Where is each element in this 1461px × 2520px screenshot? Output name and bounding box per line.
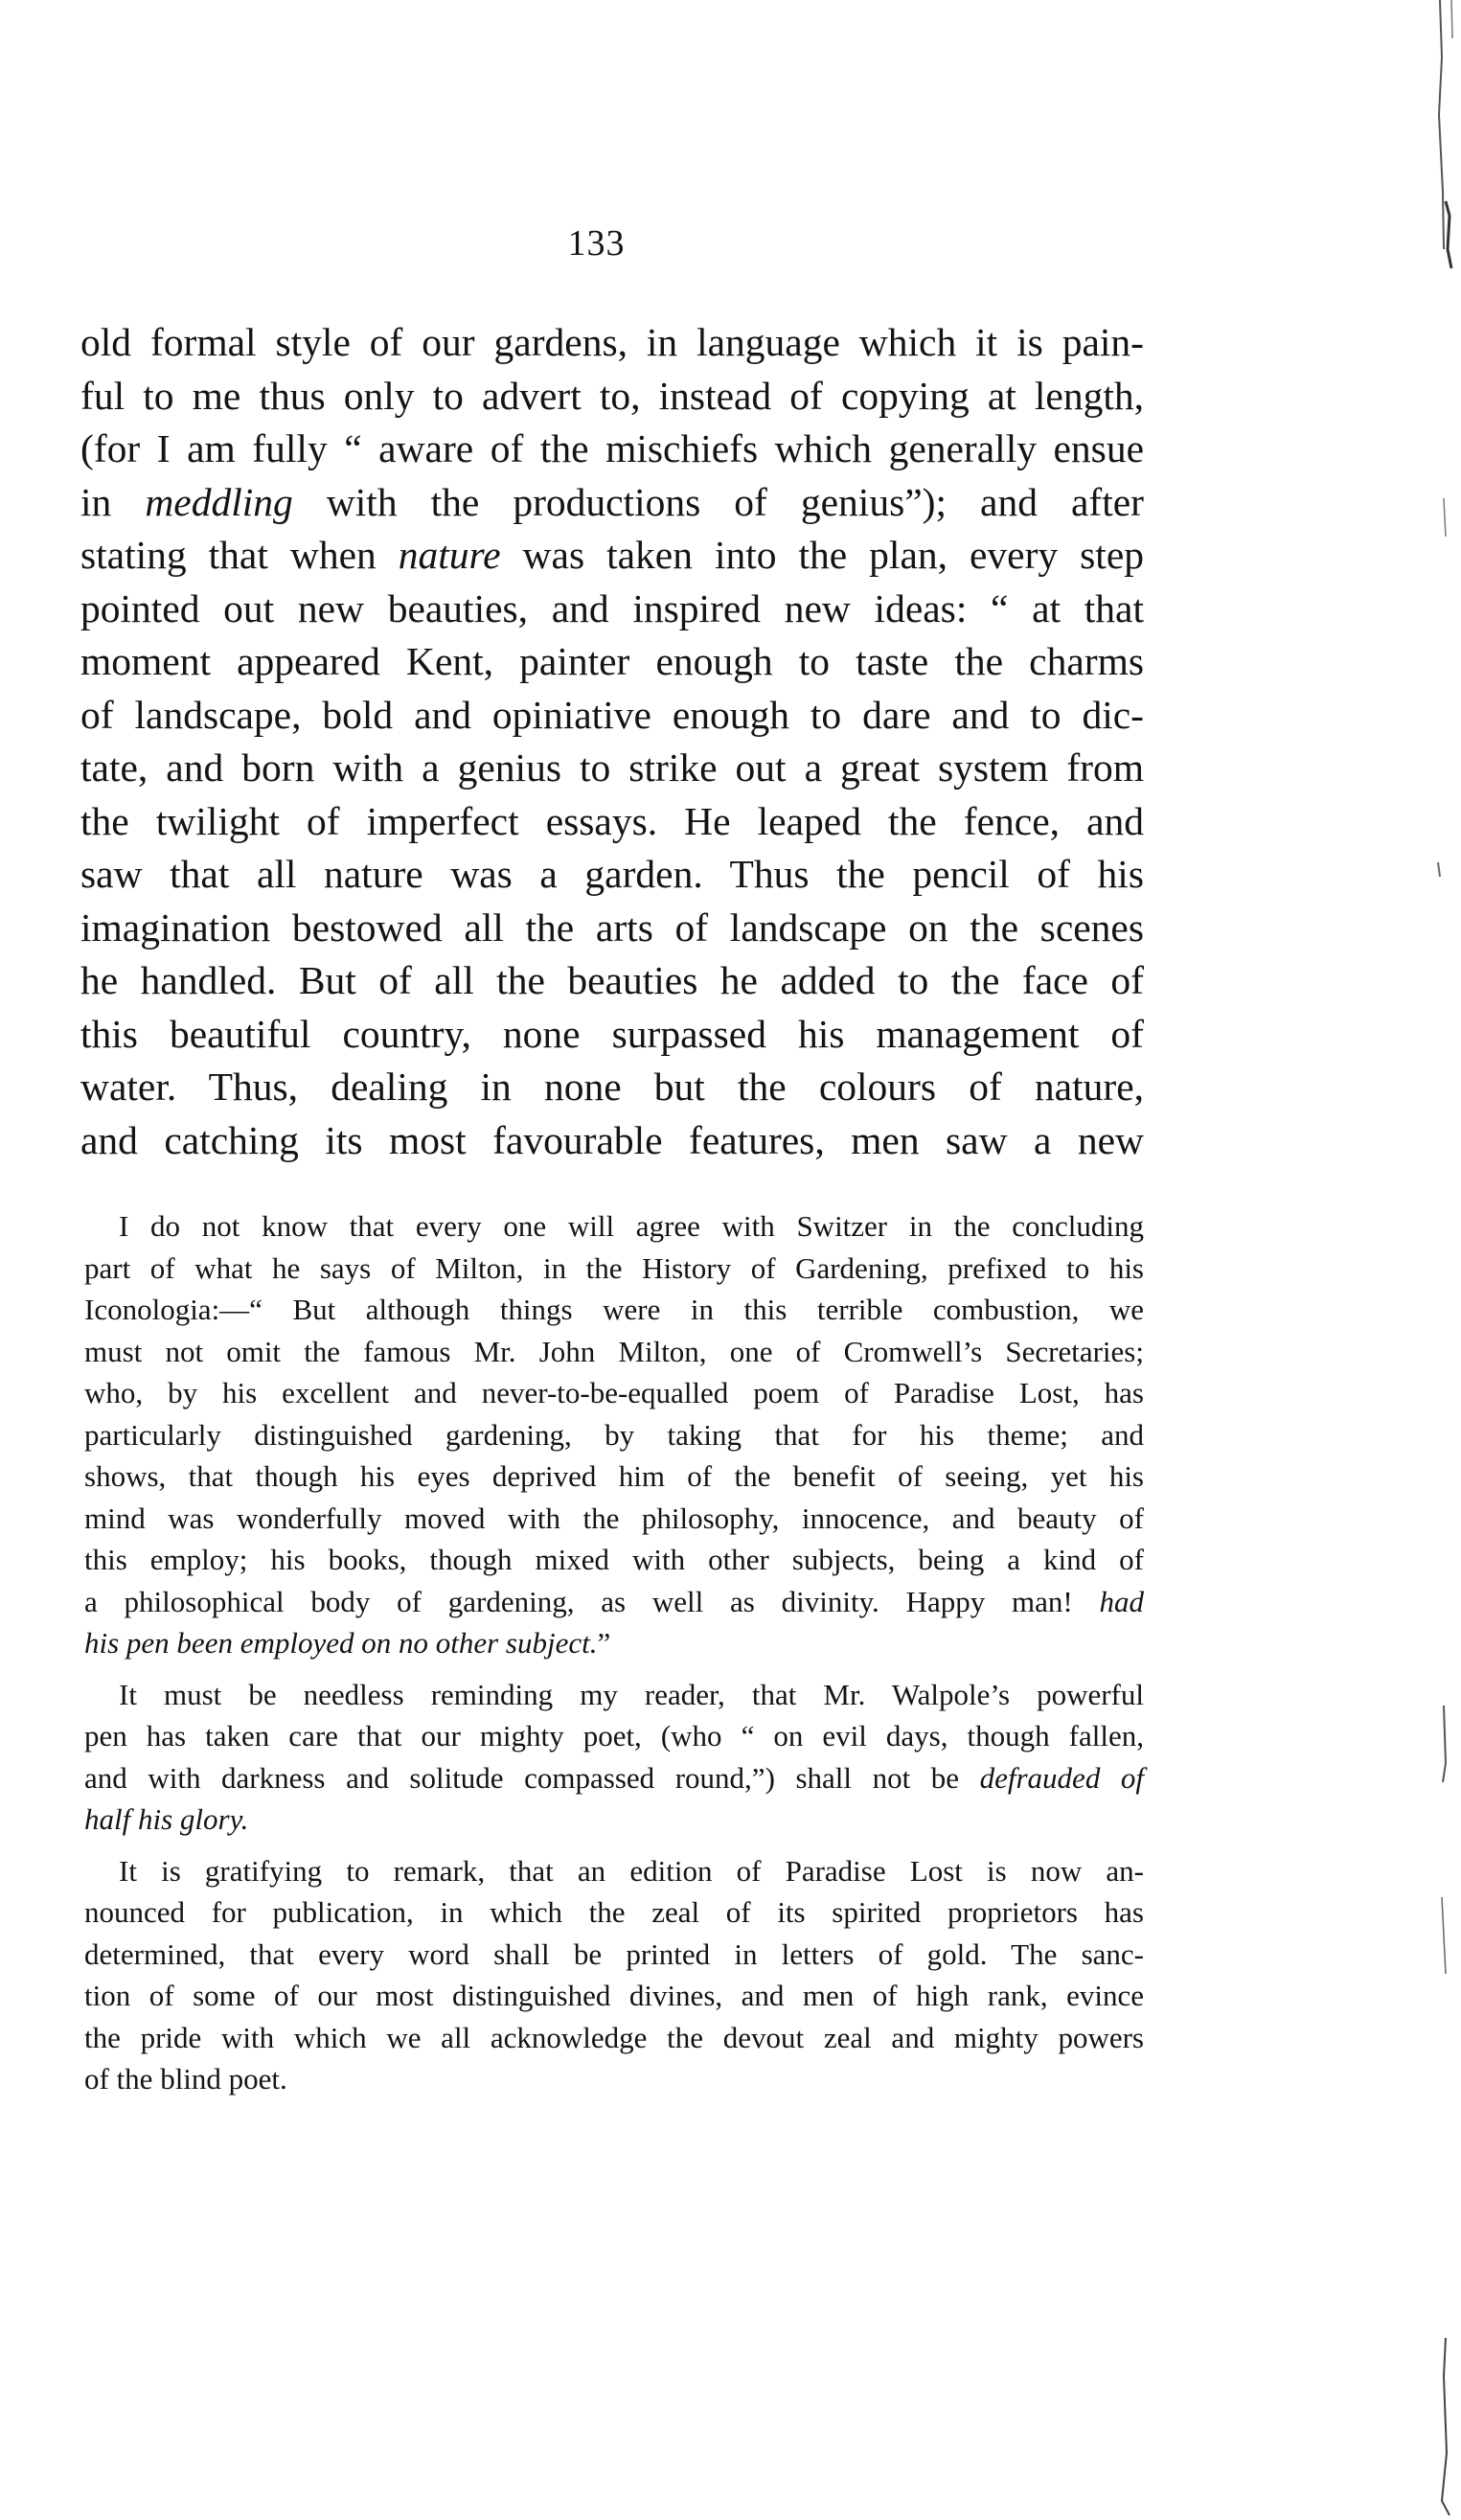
footnote-line: nounced for publication, in which the zeal of its spirited proprietors has xyxy=(84,1895,1144,1929)
binding-edge-marks xyxy=(1423,0,1461,2520)
main-line: moment appeared Kent, painter enough to taste the charms xyxy=(80,639,1144,683)
footnote-line: must not omit the famous Mr. John Milton, one of Cromwell’s Secretaries; xyxy=(84,1334,1144,1368)
footnote-switzer xyxy=(84,1205,1144,1664)
footnote-line: his pen been employed on no other subject.” xyxy=(84,1626,611,1660)
footnote-line: part of what he says of Milton, in the History of Gardening, prefixed to his xyxy=(84,1250,1144,1285)
footnote-line: Iconologia:—“ But although things were in this terrible combustion, we xyxy=(84,1293,1144,1326)
footnote-line: who, by his excellent and never-to-be-equalled poem of Paradise Lost, has xyxy=(84,1376,1144,1409)
footnote-line: the pride with which we all acknowledge the devout zeal and mighty powers xyxy=(84,2020,1144,2054)
footnote-spacer xyxy=(84,1841,1144,1850)
italic-word: had xyxy=(1099,1584,1144,1618)
main-line: of landscape, bold and opiniative enough to dare and to dic- xyxy=(80,692,1144,737)
main-line: stating that when nature was taken into the plan, every step xyxy=(80,533,1144,577)
footnote-line: particularly distinguished gardening, by taking that for his theme; and xyxy=(84,1417,1144,1452)
footnote-line: shows, that though his eyes deprived him of the benefit of seeing, yet his xyxy=(84,1459,1144,1493)
footnote-line: and with darkness and solitude compassed round,”) shall not be defrauded of xyxy=(84,1760,1145,1795)
footnote-spacer xyxy=(84,1664,1144,1674)
main-line: imagination bestowed all the arts of landscape on the scenes xyxy=(80,905,1144,950)
page-number: 133 xyxy=(567,223,626,263)
main-line: (for I am fully “ aware of the mischiefs which generally ensue xyxy=(80,426,1144,470)
main-line: old formal style of our gardens, in language which it is pain- xyxy=(80,320,1144,364)
footnote-paradise-lost-edition xyxy=(84,1850,1144,2100)
italic-phrase: his pen been employed on no other subject. xyxy=(84,1626,598,1660)
footnote-line: It is gratifying to remark, that an edition of Paradise Lost is now an- xyxy=(119,1853,1144,1888)
footnote-line: this employ; his books, though mixed with other subjects, being a kind of xyxy=(84,1543,1144,1576)
main-line: the twilight of imperfect essays. He leaped the fence, and xyxy=(80,798,1144,843)
main-line: water. Thus, dealing in none but the colours of nature, xyxy=(80,1065,1144,1109)
italic-phrase: defrauded of xyxy=(979,1760,1145,1795)
footnotes-block xyxy=(84,1205,1144,2100)
footnote-walpole xyxy=(84,1674,1144,1841)
main-text-block xyxy=(80,316,1144,1167)
main-line: in meddling with the productions of genius”); and after xyxy=(80,479,1144,524)
footnote-line: pen has taken care that our mighty poet, (who “ on evil days, though fallen, xyxy=(84,1719,1144,1753)
italic-word: meddling xyxy=(145,479,293,524)
italic-phrase: half his glory. xyxy=(84,1802,249,1836)
italic-word: nature xyxy=(398,533,501,577)
main-line: ful to me thus only to advert to, instead of copying at length, xyxy=(80,373,1144,418)
footnote-line: of the blind poet. xyxy=(84,2062,287,2096)
main-line: tate, and born with a genius to strike out a great system from xyxy=(80,745,1144,790)
footnote-line xyxy=(84,1798,1144,1841)
footnote-line: tion of some of our most distinguished divines, and men of high rank, evince xyxy=(84,1979,1144,2012)
main-line: pointed out new beauties, and inspired new ideas: “ at that xyxy=(80,585,1144,630)
footnote-line: It must be needless reminding my reader, that Mr. Walpole’s powerful xyxy=(119,1677,1144,1711)
footnote-line: a philosophical body of gardening, as well as divinity. Happy man! had xyxy=(84,1584,1144,1618)
main-line: this beautiful country, none surpassed his management of xyxy=(80,1011,1144,1056)
footnote-line: mind was wonderfully moved with the philosophy, innocence, and beauty of xyxy=(84,1501,1144,1535)
main-line: saw that all nature was a garden. Thus the pencil of his xyxy=(80,852,1144,896)
footnote-line: I do not know that every one will agree with Switzer in the concluding xyxy=(119,1209,1144,1243)
footnote-line: determined, that every word shall be printed in letters of gold. The sanc- xyxy=(84,1936,1144,1971)
main-line: and catching its most favourable features, men saw a new xyxy=(80,1117,1144,1162)
main-line: he handled. But of all the beauties he added to the face of xyxy=(80,958,1144,1002)
